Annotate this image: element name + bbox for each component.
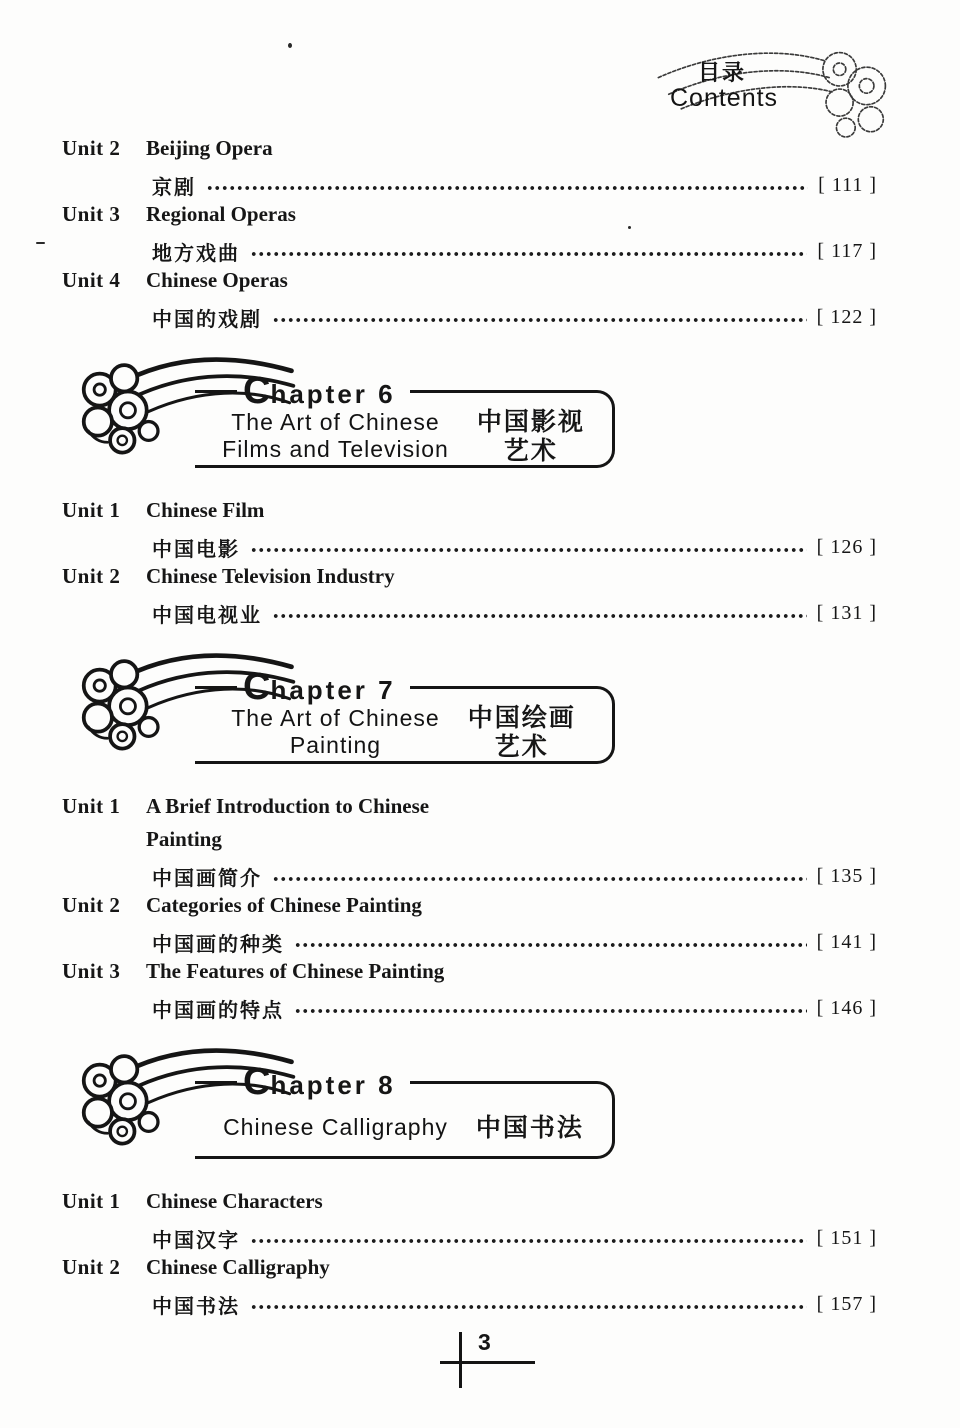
- unit-label: Unit 4: [62, 268, 121, 292]
- chapter-title-en-line: Painting: [289, 732, 382, 758]
- dotted-leader: [250, 1237, 807, 1245]
- entry-title-zh: 地方戏曲: [152, 241, 240, 265]
- unit-label: Unit 2: [62, 1255, 121, 1279]
- entry-title-en: Chinese Film: [146, 498, 265, 522]
- toc-entry: [62, 959, 877, 1025]
- chapter-label-initial: C: [243, 370, 271, 412]
- page-ref: [ 146 ]: [816, 997, 877, 1019]
- chapter-title-zh: [476, 1113, 584, 1142]
- dotted-leader: [272, 875, 807, 883]
- page-ref: [ 151 ]: [816, 1227, 877, 1249]
- dotted-leader: [250, 250, 807, 258]
- page-ref: [ 131 ]: [816, 602, 877, 624]
- unit-label: Unit 2: [62, 564, 121, 588]
- entry-title-zh: 中国电视业: [152, 603, 262, 627]
- dotted-leader: [250, 546, 807, 554]
- unit-label: Unit 1: [62, 498, 121, 522]
- page-ref: [ 111 ]: [818, 174, 877, 196]
- unit-section: [62, 498, 877, 630]
- header-title-en: Contents: [670, 84, 779, 112]
- entry-title-en: Categories of Chinese Painting: [146, 893, 422, 917]
- entry-title-en: Chinese Operas: [146, 268, 288, 292]
- toc-entry: [62, 202, 877, 268]
- unit-label: Unit 3: [62, 202, 121, 226]
- contents-header: [650, 38, 900, 138]
- entry-title-zh: 中国书法: [152, 1294, 240, 1318]
- entry-title-zh: 中国画简介: [152, 866, 262, 890]
- entry-title-en: Chinese Television Industry: [146, 564, 395, 588]
- chapter-title-zh-line: 艺术: [494, 732, 549, 761]
- entry-title-en: Regional Operas: [146, 202, 296, 226]
- dotted-leader: [272, 612, 807, 620]
- toc-entry: [62, 1255, 877, 1321]
- dotted-leader: [294, 1007, 807, 1015]
- dotted-leader: [272, 316, 807, 324]
- page-ref: [ 157 ]: [816, 1293, 877, 1315]
- entry-title-zh: 中国汉字: [152, 1228, 240, 1252]
- entry-title-en: Beijing Opera: [146, 136, 273, 160]
- page-ref: [ 122 ]: [816, 306, 877, 328]
- page-ref: [ 126 ]: [816, 536, 877, 558]
- chapter-title-en-line: Chinese Calligraphy: [223, 1113, 448, 1140]
- cloud-scroll-icon: [64, 1037, 299, 1159]
- toc-entry: [62, 498, 877, 564]
- page-ref: [ 141 ]: [816, 931, 877, 953]
- unit-label: Unit 1: [62, 1189, 121, 1213]
- chapter-label-initial: C: [243, 666, 271, 708]
- dotted-leader: [206, 184, 808, 192]
- toc-entry: [62, 268, 877, 334]
- entry-title-zh: 京剧: [152, 175, 196, 199]
- scan-speck: [288, 43, 292, 48]
- unit-label: Unit 2: [62, 136, 121, 160]
- entry-title-en-line2: Painting: [146, 827, 222, 851]
- chapter-label-rest: hapter 7: [270, 675, 396, 705]
- chapter-title-en-line: Films and Television: [222, 436, 449, 462]
- toc-entry: [62, 136, 877, 202]
- toc-entry: [62, 794, 877, 893]
- chapter-title-zh-line: 中国书法: [475, 1112, 584, 1142]
- entry-title-zh: 中国电影: [152, 537, 240, 561]
- unit-label: Unit 2: [62, 893, 121, 917]
- chapter-title-en-line: The Art of Chinese: [231, 705, 440, 731]
- unit-label: Unit 1: [62, 794, 121, 818]
- registration-mark-vertical: [459, 1332, 462, 1388]
- chapter-banner-8: [62, 1037, 877, 1165]
- chapter-banner-7: [62, 642, 877, 770]
- entry-title-en: The Features of Chinese Painting: [146, 959, 445, 983]
- header-title-zh: 目录: [698, 61, 747, 86]
- toc-entry: [62, 564, 877, 630]
- toc-entry: [62, 893, 877, 959]
- entry-title-zh: 中国画的种类: [152, 932, 284, 956]
- chapter-title-zh-line: 艺术: [503, 436, 558, 465]
- chapter-label-initial: C: [243, 1061, 271, 1103]
- chapter-label-rest: hapter 6: [270, 379, 396, 409]
- unit-label: Unit 3: [62, 959, 121, 983]
- chapter-title-zh: [468, 703, 576, 761]
- table-of-contents: [62, 136, 877, 1321]
- page-ref: [ 135 ]: [816, 865, 877, 887]
- dotted-leader: [294, 941, 807, 949]
- unit-section: [62, 794, 877, 1025]
- chapter-label-rest: hapter 8: [270, 1070, 396, 1100]
- page-ref: [ 117 ]: [817, 240, 877, 262]
- chapter-title-zh-line: 中国影视: [476, 407, 585, 436]
- scan-speck: [36, 242, 45, 244]
- cloud-scroll-icon: [64, 642, 299, 764]
- entry-title-zh: 中国的戏剧: [152, 307, 262, 331]
- entry-title-en: A Brief Introduction to Chinese: [146, 794, 430, 818]
- chapter-title-zh: [477, 407, 585, 465]
- unit-section: [62, 136, 877, 334]
- chapter-banner-6: [62, 346, 877, 474]
- dotted-leader: [250, 1303, 807, 1311]
- cloud-scroll-icon: [64, 346, 299, 468]
- toc-entry: [62, 1189, 877, 1255]
- entry-title-zh: 中国画的特点: [152, 998, 284, 1022]
- page-number: 3: [478, 1329, 491, 1355]
- registration-mark-horizontal: [440, 1361, 535, 1364]
- entry-title-en: Chinese Calligraphy: [146, 1255, 330, 1279]
- chapter-title-zh-line: 中国绘画: [467, 703, 576, 732]
- chapter-title-en-line: The Art of Chinese: [231, 409, 440, 435]
- registration-mark: [440, 1328, 550, 1394]
- entry-title-en: Chinese Characters: [146, 1189, 323, 1213]
- unit-section: [62, 1189, 877, 1321]
